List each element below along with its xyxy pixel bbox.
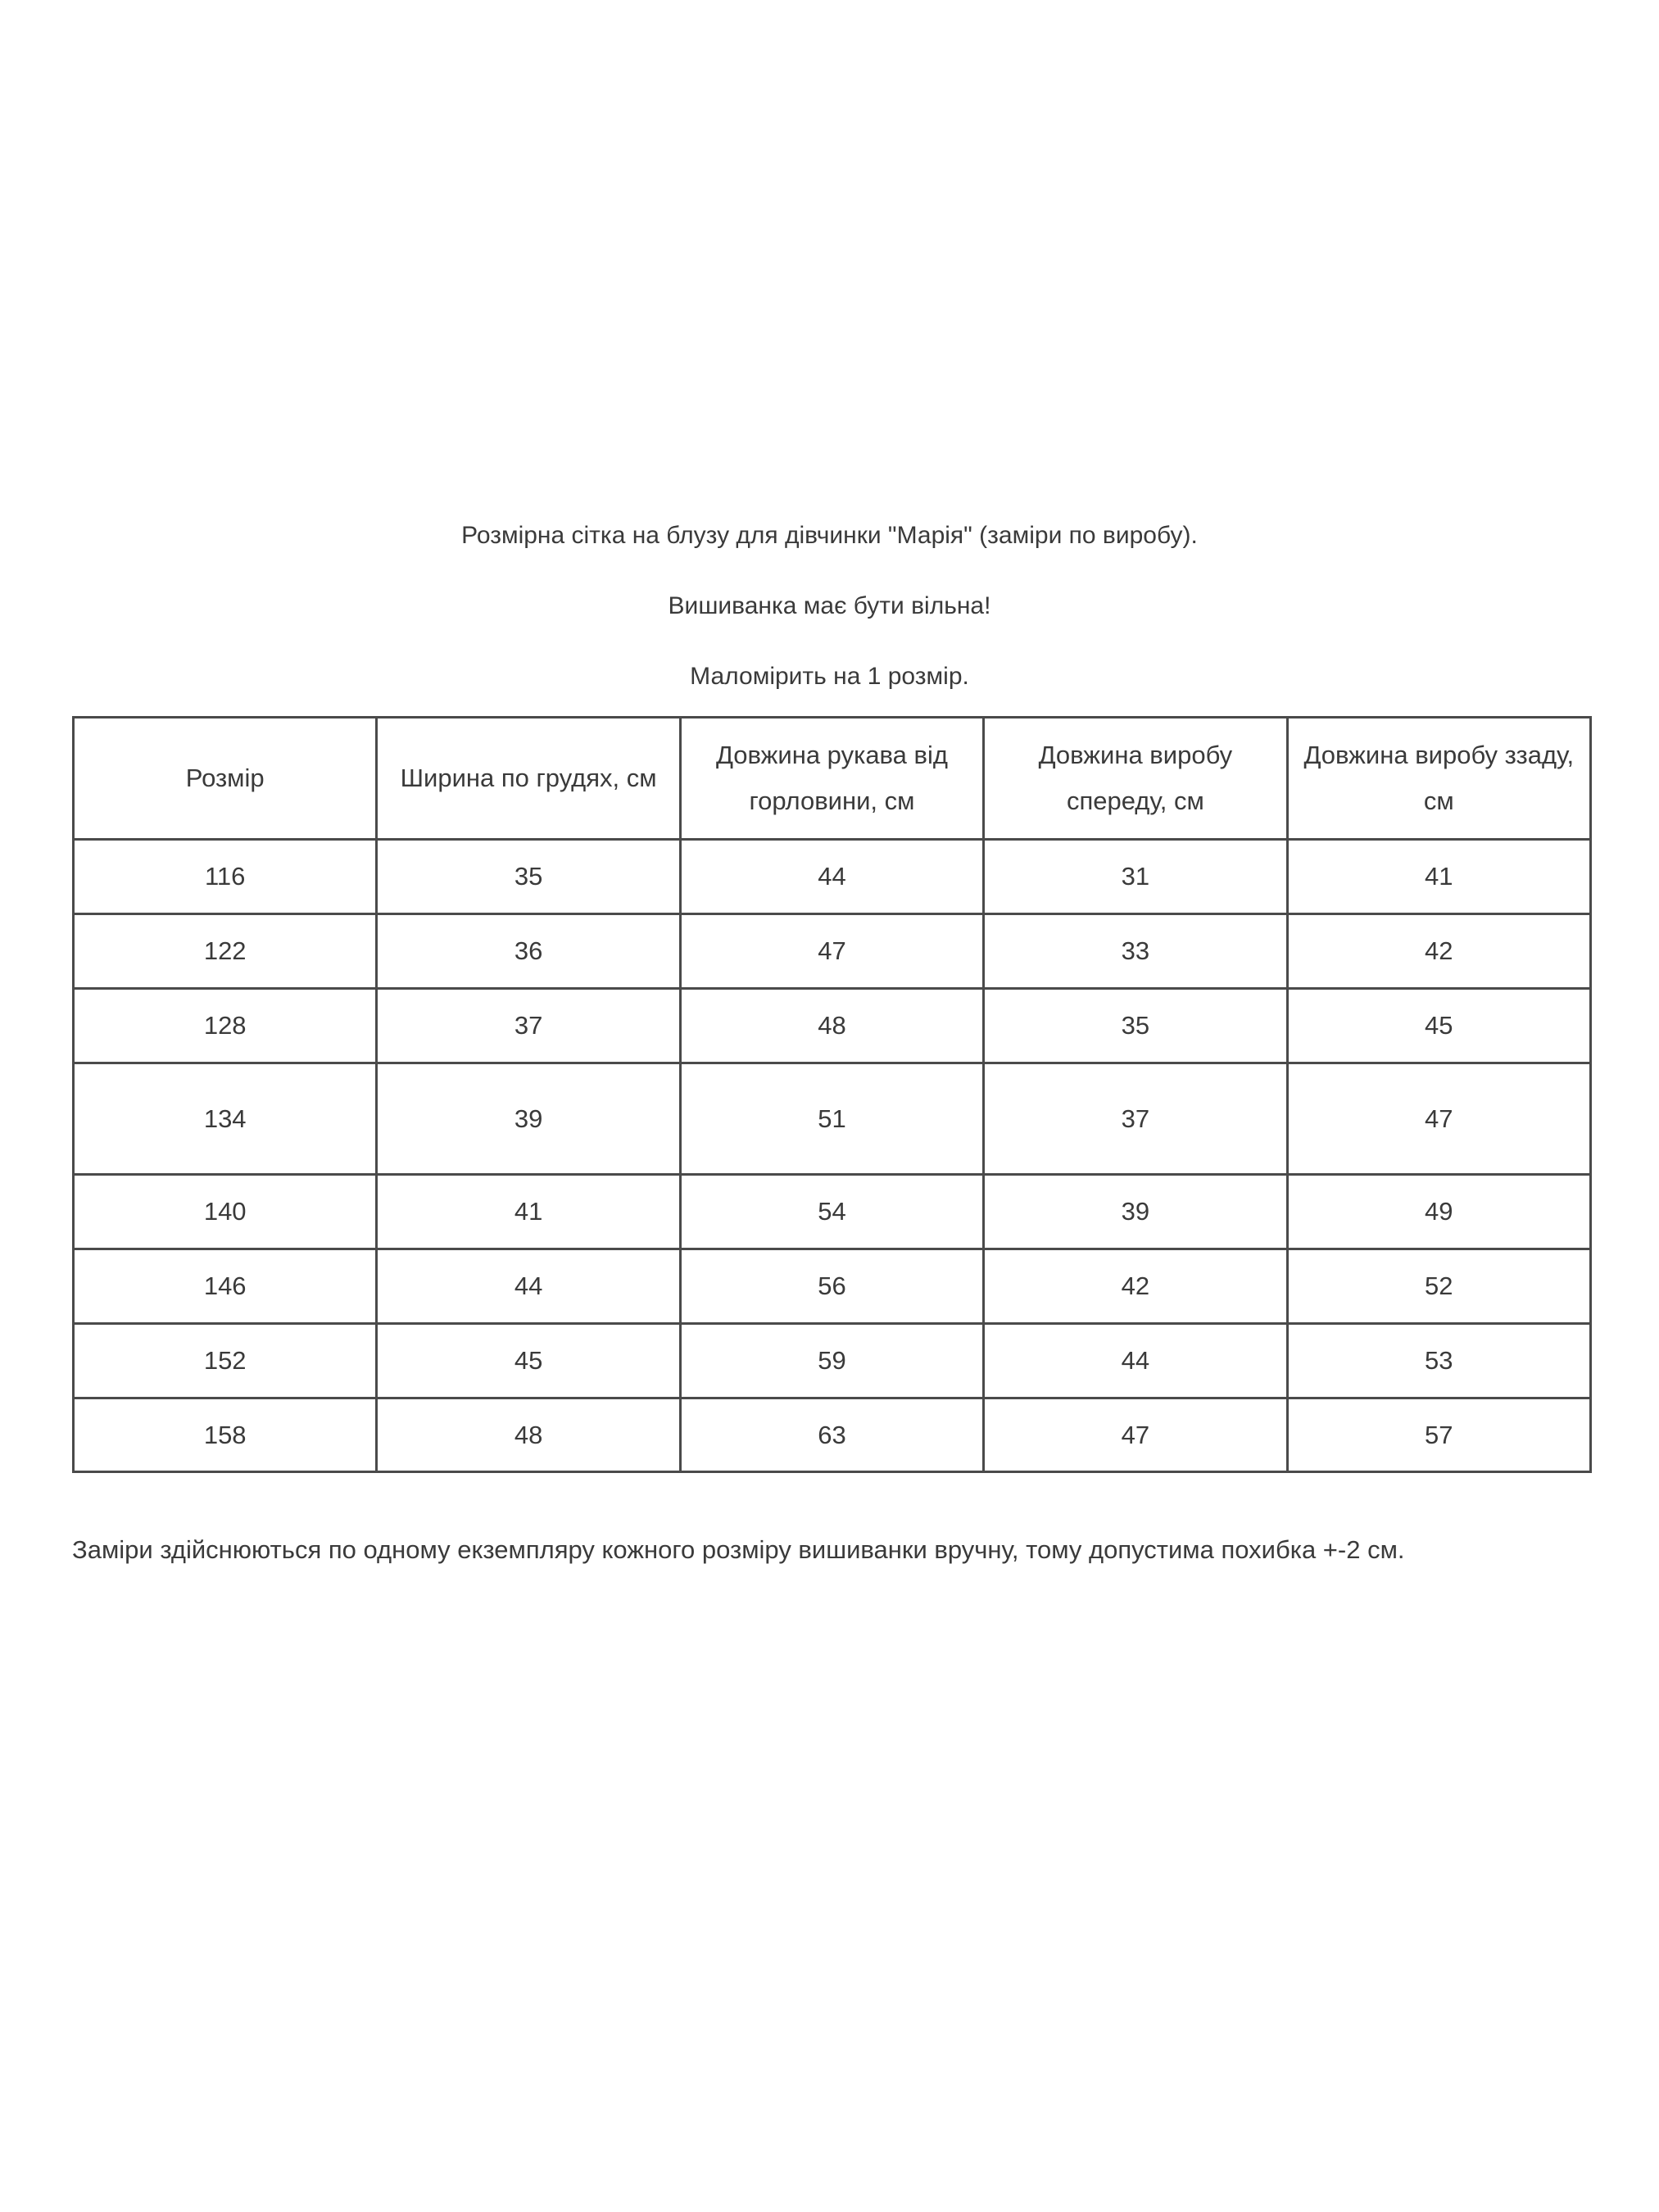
table-cell: 42: [984, 1249, 1287, 1324]
intro-line-fit-note: Вишиванка має бути вільна!: [668, 592, 991, 619]
table-cell: 57: [1287, 1398, 1590, 1472]
table-cell: 48: [377, 1398, 680, 1472]
table-cell: 47: [680, 914, 983, 989]
table-cell: 45: [1287, 989, 1590, 1063]
col-header-front-length: Довжина виробу спереду, см: [984, 718, 1287, 840]
size-chart-header: [74, 718, 1591, 840]
table-cell: 158: [74, 1398, 377, 1472]
table-row: [74, 1063, 1591, 1175]
table-cell: 63: [680, 1398, 983, 1472]
table-cell: 44: [377, 1249, 680, 1324]
table-row: [74, 914, 1591, 989]
table-cell: 52: [1287, 1249, 1590, 1324]
table-cell: 122: [74, 914, 377, 989]
table-cell: 146: [74, 1249, 377, 1324]
table-cell: 128: [74, 989, 377, 1063]
table-cell: 37: [377, 989, 680, 1063]
intro-block: [0, 521, 1659, 732]
table-cell: 47: [984, 1398, 1287, 1472]
table-cell: 53: [1287, 1324, 1590, 1398]
table-cell: 51: [680, 1063, 983, 1175]
intro-line-sizing-note: Маломірить на 1 розмір.: [690, 663, 969, 690]
table-cell: 48: [680, 989, 983, 1063]
table-cell: 44: [984, 1324, 1287, 1398]
table-cell: 47: [1287, 1063, 1590, 1175]
table-cell: 56: [680, 1249, 983, 1324]
table-row: [74, 989, 1591, 1063]
col-header-chest-width: Ширина по грудях, см: [377, 718, 680, 840]
size-chart-body: [74, 840, 1591, 1472]
table-row: [74, 840, 1591, 914]
table-cell: 44: [680, 840, 983, 914]
table-cell: 54: [680, 1175, 983, 1249]
table-cell: 152: [74, 1324, 377, 1398]
table-cell: 45: [377, 1324, 680, 1398]
table-cell: 42: [1287, 914, 1590, 989]
table-cell: 134: [74, 1063, 377, 1175]
table-cell: 49: [1287, 1175, 1590, 1249]
table-cell: 37: [984, 1063, 1287, 1175]
table-cell: 35: [377, 840, 680, 914]
header-row: [74, 718, 1591, 840]
table-row: [74, 1324, 1591, 1398]
table-cell: 41: [377, 1175, 680, 1249]
table-cell: 39: [377, 1063, 680, 1175]
size-chart-table: [72, 716, 1592, 1473]
col-header-size: Розмір: [74, 718, 377, 840]
table-cell: 41: [1287, 840, 1590, 914]
col-header-back-length: Довжина виробу ззаду, см: [1287, 718, 1590, 840]
table-cell: 59: [680, 1324, 983, 1398]
col-header-sleeve-length: Довжина рукава від горловини, см: [680, 718, 983, 840]
table-cell: 140: [74, 1175, 377, 1249]
table-row: [74, 1398, 1591, 1472]
table-row: [74, 1249, 1591, 1324]
intro-line-title: Розмірна сітка на блузу для дівчинки "Марія" (заміри по виробу).: [461, 522, 1198, 549]
table-cell: 39: [984, 1175, 1287, 1249]
table-cell: 36: [377, 914, 680, 989]
table-cell: 116: [74, 840, 377, 914]
table-cell: 33: [984, 914, 1287, 989]
table-row: [74, 1175, 1591, 1249]
table-cell: 31: [984, 840, 1287, 914]
table-cell: 35: [984, 989, 1287, 1063]
measurement-tolerance-note: Заміри здійснюються по одному екземпляру кожного розміру вишиванки вручну, тому допустима похибка +-2 см.: [72, 1535, 1405, 1564]
